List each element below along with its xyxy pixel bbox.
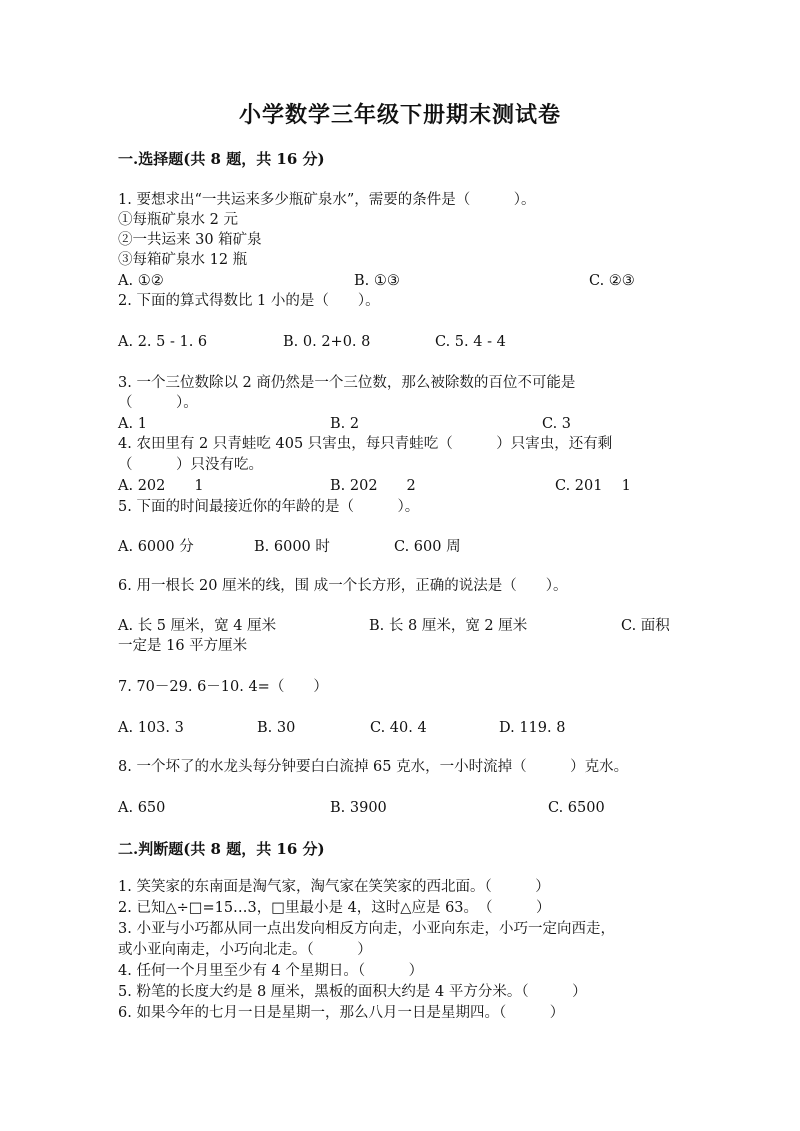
question-3-option-c: C. 3 [542, 416, 572, 432]
section-heading-judgment: 二.判断题(共 8 题，共 16 分) [118, 840, 325, 858]
question-1-condition: ②一共运来 30 箱矿泉 [118, 232, 262, 248]
judgment-item: 6. 如果今年的七月一日是星期一，那么八月一日是星期四。（ ） [118, 1005, 565, 1021]
question-8-option-a: A. 650 [118, 800, 166, 816]
question-1-condition: ①每瓶矿泉水 2 元 [118, 212, 238, 228]
question-6-option-c-cont: 一定是 16 平方厘米 [118, 638, 248, 654]
question-1-option-b: B. ①③ [354, 273, 400, 289]
question-5-option-a: A. 6000 分 [118, 539, 194, 555]
question-8-stem: 8. 一个坏了的水龙头每分钟要白白流掉 65 克水，一小时流掉（ ）克水。 [118, 759, 629, 775]
page-title: 小学数学三年级下册期末测试卷 [238, 102, 561, 128]
question-4-stem-cont: （ ）只没有吃。 [118, 457, 263, 473]
question-5-option-b: B. 6000 时 [254, 539, 330, 555]
question-7-option-d: D. 119. 8 [499, 720, 566, 736]
judgment-item: 4. 任何一个月里至少有 4 个星期日。（ ） [118, 963, 424, 979]
question-7-option-a: A. 103. 3 [118, 720, 184, 736]
question-1-stem: 1. 要想求出“一共运来多少瓶矿泉水”，需要的条件是（ ）。 [118, 192, 536, 208]
question-7-option-c: C. 40. 4 [370, 720, 427, 736]
question-1-option-a: A. ①② [118, 273, 164, 289]
question-7-stem: 7. 70－29. 6－10. 4=（ ） [118, 679, 328, 695]
question-4-option-c: C. 201 1 [555, 478, 631, 494]
question-6-option-b: B. 长 8 厘米，宽 2 厘米 [369, 618, 528, 634]
question-3-stem: 3. 一个三位数除以 2 商仍然是一个三位数，那么被除数的百位不可能是 [118, 375, 576, 391]
judgment-item: 1. 笑笑家的东南面是淘气家，淘气家在笑笑家的西北面。（ ） [118, 879, 550, 895]
question-4-stem: 4. 农田里有 2 只青蛙吃 405 只害虫，每只青蛙吃（ ）只害虫，还有剩 [118, 436, 613, 452]
judgment-item: 5. 粉笔的长度大约是 8 厘米，黑板的面积大约是 4 平方分米。（ ） [118, 984, 587, 1000]
question-2-option-b: B. 0. 2+0. 8 [283, 334, 371, 350]
question-6-stem: 6. 用一根长 20 厘米的线，围 成一个长方形，正确的说法是（ ）。 [118, 578, 568, 594]
question-3-stem-cont: （ ）。 [118, 395, 198, 411]
question-3-option-b: B. 2 [330, 416, 360, 432]
question-8-option-b: B. 3900 [330, 800, 387, 816]
question-1-condition: ③每箱矿泉水 12 瓶 [118, 252, 248, 268]
question-3-option-a: A. 1 [118, 416, 147, 432]
judgment-item: 3. 小亚与小巧都从同一点出发向相反方向走，小亚向东走，小巧一定向西走， [118, 921, 615, 937]
question-4-option-a: A. 202 1 [118, 478, 204, 494]
question-6-option-c: C. 面积 [621, 618, 670, 634]
section-heading-choice: 一.选择题(共 8 题，共 16 分) [118, 150, 325, 168]
question-5-stem: 5. 下面的时间最接近你的年龄的是（ ）。 [118, 499, 420, 515]
question-8-option-c: C. 6500 [548, 800, 605, 816]
judgment-item: 2. 已知△÷□=15…3，□里最小是 4，这时△应是 63。 （ ） [118, 900, 551, 916]
question-2-option-a: A. 2. 5 - 1. 6 [118, 334, 208, 350]
question-6-option-a: A. 长 5 厘米，宽 4 厘米 [118, 618, 277, 634]
question-1-option-c: C. ②③ [589, 273, 635, 289]
question-2-stem: 2. 下面的算式得数比 1 小的是（ ）。 [118, 293, 380, 309]
judgment-item-cont: 或小亚向南走，小巧向北走。（ ） [118, 942, 372, 958]
question-4-option-b: B. 202 2 [330, 478, 416, 494]
question-7-option-b: B. 30 [257, 720, 296, 736]
question-5-option-c: C. 600 周 [394, 539, 461, 555]
question-2-option-c: C. 5. 4 - 4 [435, 334, 506, 350]
